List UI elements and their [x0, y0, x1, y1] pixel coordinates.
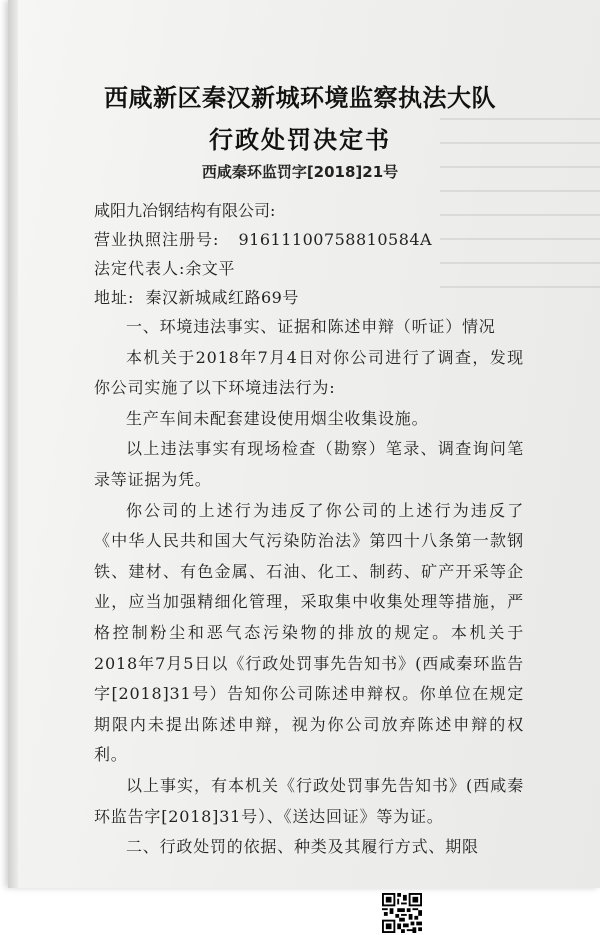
qr-code-icon: [382, 893, 422, 933]
license-label: 营业执照注册号:: [94, 230, 220, 249]
document-number: 西咸秦环监罚字[2018]21号: [201, 163, 399, 181]
body-paragraph-1: 本机关于2018年7月4日对你公司进行了调查，发现你公司实施了以下环境违法行为:: [94, 347, 524, 398]
section1-heading: 一、环境违法事实、证据和陈述申辩（听证）情况: [126, 317, 496, 336]
address-row: [94, 285, 299, 308]
recipient-company: 咸阳九冶钢结构有限公司:: [94, 201, 276, 220]
legal-rep-row: [94, 256, 235, 279]
license-row: [94, 227, 432, 250]
legal-rep-value: 余文平: [185, 259, 235, 278]
address-label: 地址:: [94, 288, 135, 307]
document-title-line2: 行政处罚决定书: [209, 126, 391, 154]
document-title-line1: 西咸新区秦汉新城环境监察执法大队: [104, 84, 496, 112]
address-value: 秦汉新城咸红路69号: [145, 288, 299, 307]
section2-heading: 二、行政处罚的依据、种类及其履行方式、期限: [126, 837, 479, 857]
license-value: 91611100758810584A: [238, 230, 433, 249]
document-body: [94, 312, 524, 863]
body-paragraph-4: 你公司的上述行为违反了你公司的上述行为违反了《中华人民共和国大气污染防治法》第四十八条第一款钢铁、建材、有色金属、石油、化工、制药、矿产开采等企业，应当加强精细化管理，采取集中收集处理等措施，严格控制粉尘和恶气态污染物的排放的规定。本机关于2018年7月5日以《行政处罚事先告知书》(西咸秦环监告字[2018]31号）告知你公司陈述申辩权。你单位在规定期限内未提出陈述申辩，视为你公司放弃陈述申辩的权利。: [94, 500, 524, 765]
body-paragraph-5: 以上事实，有本机关《行政处罚事先告知书》(西咸秦环监告字[2018]31号）、《送达回证》等为证。: [94, 775, 524, 826]
body-paragraph-3: 以上违法事实有现场检查（勘察）笔录、调查询问笔录等证据为凭。: [94, 439, 524, 489]
legal-rep-label: 法定代表人:: [94, 259, 186, 278]
body-paragraph-2: 生产车间未配套建设使用烟尘收集设施。: [126, 408, 429, 428]
